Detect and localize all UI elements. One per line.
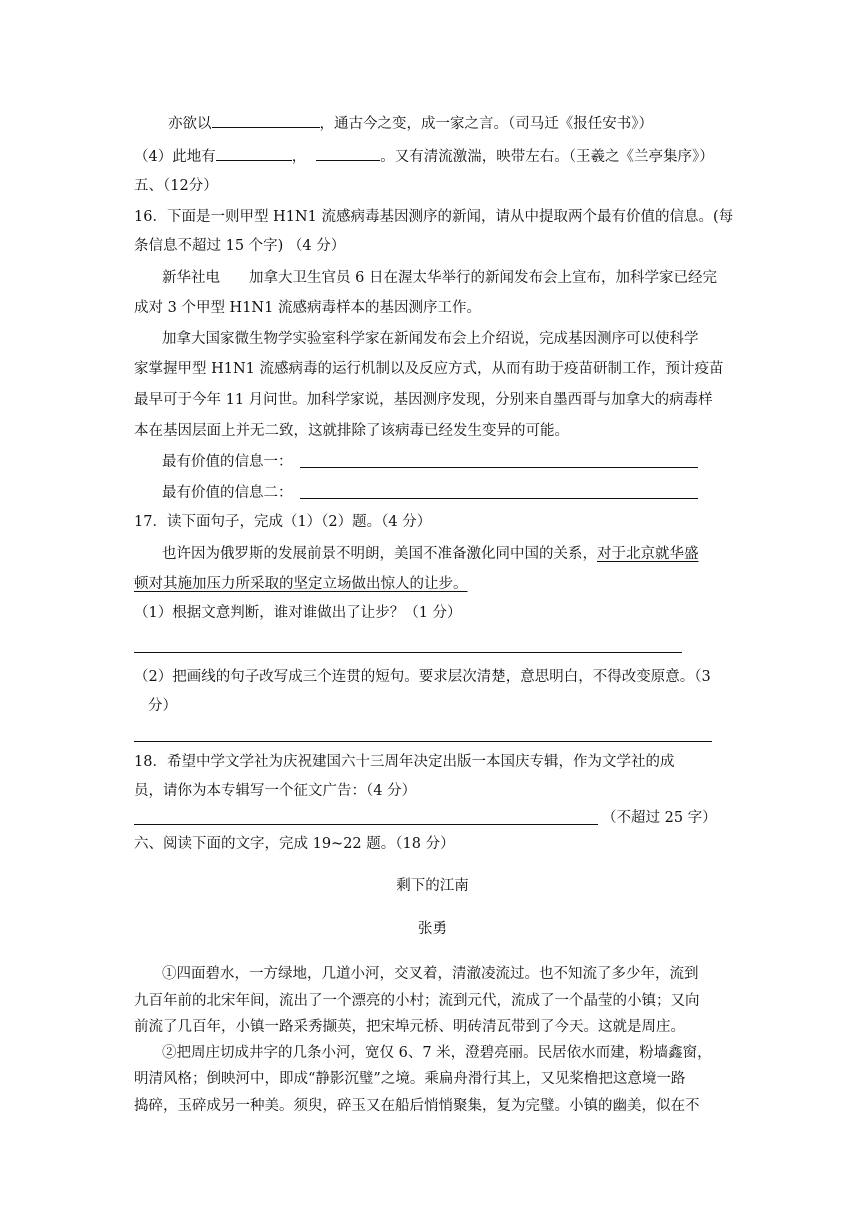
news-p2-line-2: 家掌握甲型 H1N1 流感病毒的运行机制以及反应方式，从而有助于疫苗研制工作，预计疫苗: [134, 361, 724, 377]
article-p2-line-2: 明清风格；倒映河中，即成“静影沉璧”之境。乘扁舟滑行其上，又见桨橹把这意境一路: [134, 1071, 686, 1087]
q15-item4-post: 。又有清流激湍，映带左右。（王羲之《兰亭集序》）: [380, 149, 714, 165]
q18-limit: （不超过 25 字）: [602, 810, 717, 826]
info-2-label: 最有价值的信息二：: [162, 485, 293, 501]
q16-line-2: 条信息不超过 15 个字) （4 分）: [134, 238, 346, 254]
q17-sub-2-line-2: 分）: [148, 698, 177, 714]
news-p2-line-1: 加拿大国家微生物学实验室科学家在新闻发布会上介绍说，完成基因测序可以使科学: [162, 331, 699, 347]
info-1-answer-line[interactable]: [300, 467, 698, 468]
q15-line-1: [168, 113, 653, 134]
q17-sentence-plain: 也许因为俄罗斯的发展前景不明朗，美国不准备激化同中国的关系，: [162, 546, 597, 562]
q17-line-1: 17．读下面句子，完成（1）（2）题。（4 分）: [134, 514, 432, 530]
news-p1-line-2: 成对 3 个甲型 H1N1 流感病毒样本的基因测序工作。: [134, 300, 481, 316]
info-1-label: 最有价值的信息一：: [162, 454, 293, 470]
article-p1-line-2: 九百年前的北宋年间，流出了一个漂亮的小村；流到元代，流成了一个晶莹的小镇；又向: [134, 993, 700, 1009]
q15-item4-mid: ，: [291, 149, 307, 165]
article-author: 张勇: [418, 921, 447, 937]
q17-sub-1: （1）根据文意判断，谁对谁做出了让步？（1 分）: [134, 605, 462, 621]
q17-sentence-line-2: [134, 574, 468, 594]
q18-line-1: 18．希望中学文学社为庆祝建国六十三周年决定出版一本国庆专辑，作为文学社的成: [134, 754, 675, 770]
section-6-heading: 六、阅读下面的文字，完成 19~22 题。（18 分）: [134, 836, 455, 852]
q17-sub-2-answer-line[interactable]: [134, 741, 712, 742]
q17-sub-1-answer-line[interactable]: [134, 652, 682, 653]
article-p1-line-1: ①四面碧水，一方绿地，几道小河，交叉着，清澈凌流过。也不知流了多少年，流到: [162, 966, 699, 982]
q17-sub-2-line-1: （2）把画线的句子改写成三个连贯的短句。要求层次清楚，意思明白，不得改变原意。（3: [134, 669, 711, 685]
article-title: 剩下的江南: [396, 878, 469, 894]
q17-sentence-line-1: [162, 544, 699, 564]
q15-line1-post: ，通古今之变，成一家之言。（司马迁《报任安书》）: [319, 116, 653, 132]
article-p2-line-1: ②把周庄切成井字的几条小河，宽仅 6、7 米，澄碧亮丽。民居依水而建，粉墙鑫窗，: [162, 1045, 712, 1061]
info-2-answer-line[interactable]: [300, 498, 698, 499]
q15-line1-pre: 亦欲以: [168, 116, 212, 132]
q15-blank-3[interactable]: [316, 146, 380, 161]
q15-blank-2[interactable]: [216, 146, 292, 161]
q17-sentence-underlined-2: 顿对其施加压力所采取的坚定立场做出惊人的让步。: [134, 576, 468, 592]
q18-line-2: 员，请你为本专辑写一个征文广告：（4 分）: [134, 783, 417, 799]
news-p2-line-4: 本在基因层面上并无二致，这就排除了该病毒已经发生变异的可能。: [134, 423, 569, 439]
q18-answer-line[interactable]: [134, 824, 598, 825]
section-5-heading: 五、（12分）: [134, 178, 218, 194]
q17-sentence-underlined-1: 对于北京就华盛: [597, 546, 699, 562]
q15-item-4: [134, 146, 714, 167]
q16-line-1: 16．下面是一则甲型 H1N1 流感病毒基因测序的新闻，请从中提取两个最有价值的信息。(每: [134, 209, 734, 225]
q15-blank-1[interactable]: [212, 113, 320, 128]
article-p1-line-3: 前流了几百年，小镇一路采秀撷英，把宋埠元桥、明砖清瓦带到了今天。这就是周庄。: [134, 1019, 685, 1035]
news-p2-line-3: 最早可于今年 11 月问世。加科学家说，基因测序发现，分别来自墨西哥与加拿大的病毒样: [134, 392, 713, 408]
news-p1-line-1: 新华社电 加拿大卫生官员 6 日在渥太华举行的新闻发布会上宣布，加科学家已经完: [162, 270, 717, 286]
article-p2-line-3: 捣碎，玉碎成另一种美。须臾，碎玉又在船后悄悄聚集，复为完璧。小镇的幽美，似在不: [134, 1098, 700, 1114]
q15-item4-pre: （4）此地有: [134, 149, 216, 165]
